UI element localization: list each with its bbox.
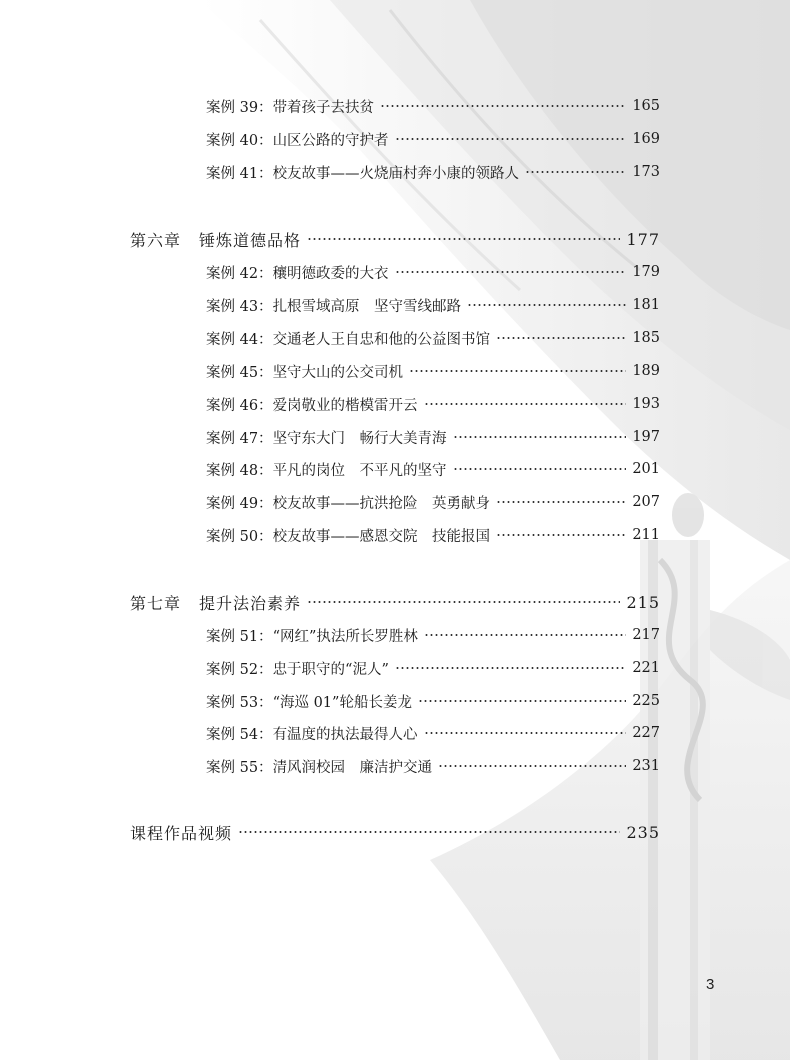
entry-label: 案例 46： (206, 397, 273, 414)
entry-title: “海巡 01”轮船长姜龙 (272, 694, 412, 711)
toc-entry-case-55[interactable] (206, 754, 660, 778)
dot-leader (467, 304, 626, 306)
page-number: 3 (706, 976, 715, 993)
chapter-page: 215 (626, 592, 660, 612)
entry-title: 校友故事——抗洪抢险 英勇献身 (272, 495, 491, 512)
toc-entry-case-50[interactable] (206, 523, 660, 547)
chapter-label: 第七章 (130, 593, 182, 613)
toc-entry-case-53[interactable] (206, 689, 660, 713)
dot-leader (424, 403, 627, 405)
dot-leader (238, 831, 620, 833)
entry-label: 案例 51： (206, 628, 273, 645)
entry-page: 211 (632, 527, 660, 543)
entry-title: 扎根雪域高原 坚守雪线邮路 (272, 298, 462, 315)
entry-page: 227 (632, 725, 660, 741)
entry-label: 案例 41： (206, 165, 273, 182)
entry-title: 坚守东大门 畅行大美青海 (272, 430, 447, 447)
dot-leader (418, 700, 626, 702)
entry-title: 交通老人王自忠和他的公益图书馆 (272, 331, 491, 348)
entry-title: “网红”执法所长罗胜林 (272, 628, 418, 645)
entry-page: 197 (632, 429, 660, 445)
entry-page: 231 (632, 758, 660, 774)
toc-entry-case-41[interactable] (206, 160, 660, 184)
toc-entry-case-52[interactable] (206, 656, 660, 680)
entry-page: 185 (632, 330, 660, 346)
toc-entry-case-54[interactable] (206, 721, 660, 745)
dot-leader (453, 436, 627, 438)
toc-entry-case-39[interactable] (206, 94, 660, 118)
toc-entry-case-51[interactable] (206, 623, 660, 647)
entry-page: 179 (632, 264, 660, 280)
chapter-title: 提升法治素养 (199, 593, 302, 613)
entry-title: 有温度的执法最得人心 (272, 726, 418, 743)
entry-label: 案例 42： (206, 265, 273, 282)
entry-label: 案例 48： (206, 462, 273, 479)
dot-leader (496, 534, 626, 536)
entry-title: 校友故事——感恩交院 技能报国 (272, 528, 491, 545)
toc-entry-case-47[interactable] (206, 425, 660, 449)
dot-leader (395, 271, 627, 273)
entry-page: 207 (632, 494, 660, 510)
entry-title: 清风润校园 廉洁护交通 (272, 759, 433, 776)
entry-label: 案例 39： (206, 99, 273, 116)
dot-leader (395, 138, 627, 140)
entry-title: 平凡的岗位 不平凡的坚守 (272, 462, 447, 479)
entry-label: 案例 50： (206, 528, 273, 545)
dot-leader (496, 501, 626, 503)
section-page: 235 (626, 822, 660, 842)
toc-chapter-6[interactable] (130, 227, 660, 251)
entry-title: 带着孩子去扶贫 (272, 99, 375, 116)
entry-page: 201 (632, 461, 660, 477)
toc-entry-case-40[interactable] (206, 127, 660, 151)
entry-title: 山区公路的守护者 (272, 132, 389, 149)
dot-leader (424, 634, 626, 636)
dot-leader (496, 337, 626, 339)
chapter-title: 锤炼道德品格 (199, 230, 302, 250)
entry-title: 爱岗敬业的楷模雷开云 (272, 397, 418, 414)
toc-entry-case-44[interactable] (206, 326, 660, 350)
entry-page: 221 (632, 660, 660, 676)
entry-label: 案例 54： (206, 726, 273, 743)
entry-label: 案例 49： (206, 495, 273, 512)
entry-title: 忠于职守的“泥人” (272, 661, 389, 678)
entry-label: 案例 45： (206, 364, 273, 381)
chapter-label: 第六章 (130, 230, 182, 250)
entry-label: 案例 40： (206, 132, 273, 149)
dot-leader (438, 765, 626, 767)
entry-label: 案例 53： (206, 694, 273, 711)
chapter-page: 177 (626, 229, 660, 249)
dot-leader (409, 370, 626, 372)
entry-label: 案例 47： (206, 430, 273, 447)
entry-page: 225 (632, 693, 660, 709)
toc-entry-case-46[interactable] (206, 392, 660, 416)
dot-leader (307, 238, 620, 240)
entry-title: 穰明德政委的大衣 (272, 265, 389, 282)
entry-label: 案例 43： (206, 298, 273, 315)
toc-entry-case-42[interactable] (206, 260, 660, 284)
entry-label: 案例 55： (206, 759, 273, 776)
dot-leader (525, 171, 626, 173)
entry-title: 校友故事——火烧庙村奔小康的领路人 (272, 165, 520, 182)
entry-page: 173 (632, 164, 660, 180)
entry-page: 217 (632, 627, 660, 643)
toc-course-videos[interactable] (130, 820, 660, 844)
dot-leader (307, 601, 620, 603)
toc-chapter-7[interactable] (130, 590, 660, 614)
toc-entry-case-45[interactable] (206, 359, 660, 383)
entry-page: 165 (632, 98, 660, 114)
toc-entry-case-43[interactable] (206, 293, 660, 317)
toc-entry-case-48[interactable] (206, 457, 660, 481)
dot-leader (395, 667, 626, 669)
dot-leader (424, 732, 627, 734)
dot-leader (380, 105, 626, 107)
dot-leader (453, 468, 627, 470)
entry-page: 193 (632, 396, 660, 412)
entry-page: 181 (632, 297, 660, 313)
entry-label: 案例 44： (206, 331, 273, 348)
entry-page: 169 (632, 131, 660, 147)
entry-label: 案例 52： (206, 661, 273, 678)
section-title: 课程作品视频 (130, 823, 233, 843)
entry-title: 坚守大山的公交司机 (272, 364, 404, 381)
toc-entry-case-49[interactable] (206, 490, 660, 514)
entry-page: 189 (632, 363, 660, 379)
